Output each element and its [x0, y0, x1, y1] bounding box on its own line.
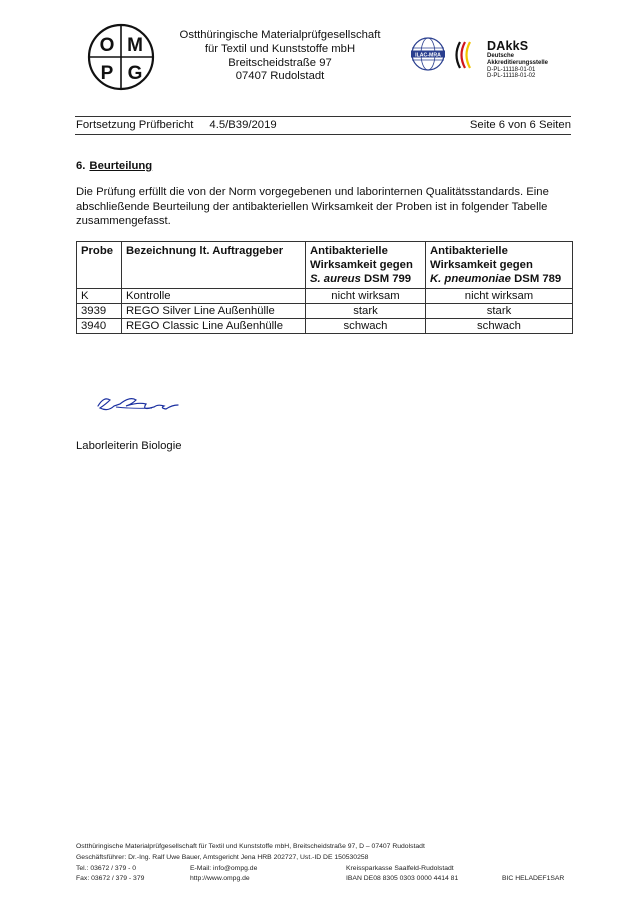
cell-name: REGO Silver Line Außenhülle — [122, 304, 306, 319]
footer-email: E-Mail: info@ompg.de — [190, 865, 258, 872]
header-k-pneumoniae-line2: Wirksamkeit gegen — [430, 259, 533, 271]
header-s-aureus-line2: Wirksamkeit gegen — [310, 259, 413, 271]
s-aureus-species: S. aureus — [310, 273, 361, 285]
k-pneumoniae-species: K. pneumoniae — [430, 273, 511, 285]
header-s-aureus-organism — [310, 272, 421, 286]
org-street: Breitscheidstraße 97 — [228, 56, 332, 69]
accreditation-marks — [410, 36, 490, 74]
handwritten-signature — [94, 392, 194, 418]
cell-s-aureus: nicht wirksam — [306, 289, 426, 304]
section-title: Beurteilung — [89, 160, 153, 172]
cell-name: REGO Classic Line Außenhülle — [122, 319, 306, 334]
cell-probe: 3940 — [77, 319, 122, 334]
cell-s-aureus: stark — [306, 304, 426, 319]
dakks-sub1: Deutsche — [487, 53, 515, 59]
cell-probe: K — [77, 289, 122, 304]
cell-s-aureus: schwach — [306, 319, 426, 334]
table-row — [77, 289, 573, 304]
footer-company: Ostthüringische Materialprüfgesellschaft für Textil und Kunststoffe mbH, Breitscheidstraße 97, D – 07407 Rudolstadt — [76, 843, 425, 850]
header-probe: Probe — [77, 242, 122, 289]
dakks-name: DAkkS — [487, 39, 529, 53]
header-bezeichnung: Bezeichnung lt. Auftraggeber — [122, 242, 306, 289]
continuation-label: Fortsetzung Prüfbericht — [76, 119, 194, 131]
ilac-mra-globe-icon — [411, 38, 445, 70]
footer-tel: Tel.: 03672 / 379 - 0 — [76, 865, 137, 872]
header-k-pneumoniae-line1: Antibakterielle — [430, 245, 508, 257]
header-s-aureus — [306, 242, 426, 289]
organisation-address — [150, 29, 410, 84]
dakks-id1: D-PL-11118-01-01 — [487, 66, 536, 73]
s-aureus-strain: DSM 799 — [364, 273, 412, 285]
dakks-mark-icon — [457, 42, 471, 68]
org-name-line1: Ostthüringische Materialprüfgesellschaft — [179, 29, 381, 41]
ilac-label: ILAC-MRA — [415, 52, 441, 59]
dakks-sub2: Akkreditierungsstelle — [487, 59, 549, 66]
header-s-aureus-line1: Antibakterielle — [310, 245, 388, 257]
page-indicator: Seite 6 von 6 Seiten — [469, 119, 571, 131]
org-city: 07407 Rudolstadt — [235, 70, 325, 83]
logo-letter-p: P — [100, 63, 114, 84]
cell-probe: 3939 — [77, 304, 122, 319]
cell-k-pneumoniae: stark — [426, 304, 573, 319]
footer-fax: Fax: 03672 / 379 - 379 — [76, 875, 145, 882]
signatory-role: Laborleiterin Biologie — [76, 440, 182, 452]
ompg-logo — [86, 22, 156, 92]
table-row — [77, 319, 573, 334]
continuation-line — [76, 119, 277, 131]
footer-management: Geschäftsführer: Dr.-Ing. Ralf Uwe Bauer, Amtsgericht Jena HRB 202727, Ust.-ID DE 150530258 — [76, 854, 369, 861]
footer-bic: BIC HELADEF1SAR — [502, 875, 565, 882]
cell-k-pneumoniae: nicht wirksam — [426, 289, 573, 304]
results-table — [76, 241, 573, 334]
logo-letter-m: M — [127, 35, 143, 56]
k-pneumoniae-strain: DSM 789 — [514, 273, 562, 285]
assessment-paragraph: Die Prüfung erfüllt die von der Norm vorgegebenen und laborinternen Qualitätsstandards. Eine abschließende Beurteilung der antibakteriellen Wirksamkeit der Proben ist in folgender Tabelle zusammengefasst. — [76, 186, 549, 227]
section-number: 6. — [76, 160, 86, 172]
header-k-pneumoniae-organism — [430, 272, 568, 286]
cell-k-pneumoniae: schwach — [426, 319, 573, 334]
logo-letter-o: O — [99, 35, 115, 56]
header-k-pneumoniae — [426, 242, 573, 289]
footer-bank: Kreissparkasse Saalfeld-Rudolstadt — [346, 865, 454, 872]
cell-name: Kontrolle — [122, 289, 306, 304]
footer-iban: IBAN DE08 8305 0303 0000 4414 81 — [346, 875, 459, 882]
report-number: 4.5/B39/2019 — [209, 119, 277, 131]
org-name-line2: für Textil und Kunststoffe mbH — [204, 42, 356, 55]
logo-letter-g: G — [127, 63, 143, 84]
header-rule-bottom — [75, 134, 571, 135]
table-row — [77, 304, 573, 319]
dakks-label — [487, 39, 548, 80]
dakks-id2: D-PL-11118-01-02 — [487, 73, 536, 80]
footer-website: http://www.ompg.de — [190, 875, 250, 882]
table-header-row — [77, 242, 573, 289]
section-heading — [76, 160, 152, 172]
header-rule-top — [75, 116, 571, 117]
